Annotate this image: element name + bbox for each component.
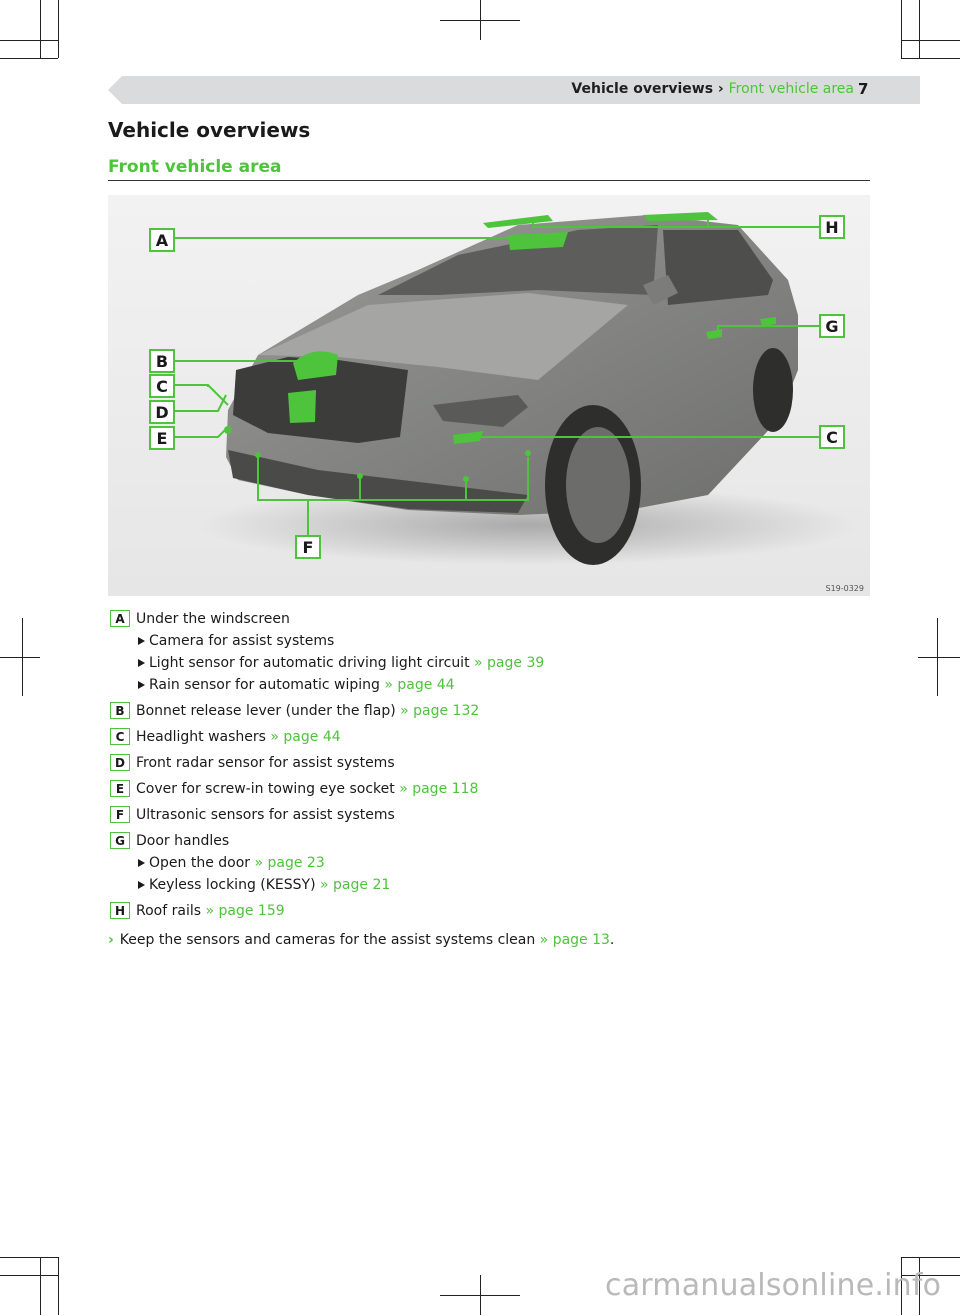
title-rule — [108, 180, 870, 181]
legend-text: Door handles — [136, 833, 230, 849]
figure-label-g: G — [825, 317, 839, 336]
legend-item — [108, 752, 868, 774]
legend-item — [108, 608, 868, 696]
figure-label-a: A — [155, 231, 169, 250]
section-subtitle: Front vehicle area — [108, 157, 282, 177]
page-ref-link[interactable]: » page 39 — [474, 655, 545, 671]
legend-text: Ultrasonic sensors for assist systems — [136, 807, 395, 823]
highlight-radar — [288, 390, 316, 423]
legend-key: D — [110, 754, 130, 771]
legend-text: Headlight washers — [136, 729, 266, 745]
crop-mark — [58, 0, 59, 58]
legend-list — [108, 608, 868, 922]
legend-subitem: Camera for assist systems — [136, 630, 868, 652]
legend-key: E — [110, 780, 130, 797]
legend-key: A — [110, 610, 130, 627]
legend-item — [108, 726, 868, 748]
vehicle-figure — [108, 195, 870, 596]
crop-mark — [40, 0, 41, 58]
legend-item — [108, 900, 868, 922]
header-separator: › — [713, 81, 729, 97]
legend-key: H — [110, 902, 130, 919]
crop-mark — [0, 58, 58, 59]
legend-text: Under the windscreen — [136, 611, 290, 627]
figure-label-b: B — [155, 352, 169, 371]
legend-item — [108, 778, 868, 800]
crop-mark — [0, 1275, 58, 1276]
page-ref-link[interactable]: » page 21 — [320, 877, 391, 893]
crop-mark — [901, 40, 960, 41]
legend-subitem: Light sensor for automatic driving light circuit » page 39 — [136, 652, 868, 674]
front-rim — [566, 427, 630, 543]
legend-key: F — [110, 806, 130, 823]
crop-mark — [58, 1257, 59, 1315]
page-number: 7 — [858, 80, 869, 98]
legend-item — [108, 804, 868, 826]
crop-mark — [918, 657, 960, 658]
figure-label-c-right: C — [826, 428, 838, 447]
crop-mark — [0, 1257, 58, 1258]
legend-text: Cover for screw-in towing eye socket — [136, 781, 395, 797]
page-ref-link[interactable]: » page 23 — [254, 855, 325, 871]
page-ref-link[interactable]: » page 159 — [205, 903, 285, 919]
page-ref-link[interactable]: » page 44 — [384, 677, 455, 693]
legend-text: Bonnet release lever (under the flap) — [136, 703, 396, 719]
rear-wheel — [753, 348, 793, 432]
legend-key: B — [110, 702, 130, 719]
legend-item — [108, 830, 868, 896]
crop-mark — [440, 1295, 520, 1296]
watermark: carmanualsonline.info — [605, 1268, 942, 1303]
crop-mark — [901, 1257, 960, 1258]
note-end: . — [609, 932, 615, 948]
crop-mark — [919, 0, 920, 58]
crop-mark — [440, 20, 520, 21]
figure-label-e: E — [156, 429, 168, 448]
crop-mark — [0, 40, 58, 41]
page-ref-link[interactable]: » page 118 — [399, 781, 479, 797]
legend-key: C — [110, 728, 130, 745]
legend-subitem: Keyless locking (KESSY) » page 21 — [136, 874, 868, 896]
running-header — [571, 81, 854, 97]
legend-key: G — [110, 832, 130, 849]
header-section: Vehicle overviews — [571, 81, 714, 97]
legend-item — [108, 700, 868, 722]
figure-code: S19-0329 — [825, 584, 864, 593]
legend-subitem: Rain sensor for automatic wiping » page 44 — [136, 674, 868, 696]
continuation-note — [108, 929, 614, 951]
crop-mark — [901, 0, 902, 58]
page-title: Vehicle overviews — [108, 118, 311, 142]
page-ref-link[interactable]: » page 132 — [400, 703, 480, 719]
chevron-right-icon: › — [108, 932, 114, 948]
note-text: Keep the sensors and cameras for the assist systems clean — [119, 932, 536, 948]
page-ref-link[interactable]: » page 44 — [270, 729, 341, 745]
legend-text: Front radar sensor for assist systems — [136, 755, 395, 771]
legend-subitem: Open the door » page 23 — [136, 852, 868, 874]
figure-label-d: D — [155, 403, 169, 422]
crop-mark — [901, 58, 960, 59]
legend-text: Roof rails — [136, 903, 202, 919]
crop-mark — [40, 1257, 41, 1315]
header-subsection: Front vehicle area — [728, 81, 854, 97]
figure-label-c: C — [156, 377, 168, 396]
page-ref-link[interactable]: » page 13 — [539, 932, 610, 948]
figure-label-f: F — [302, 538, 314, 557]
figure-label-h: H — [825, 218, 839, 237]
crop-mark — [0, 657, 40, 658]
